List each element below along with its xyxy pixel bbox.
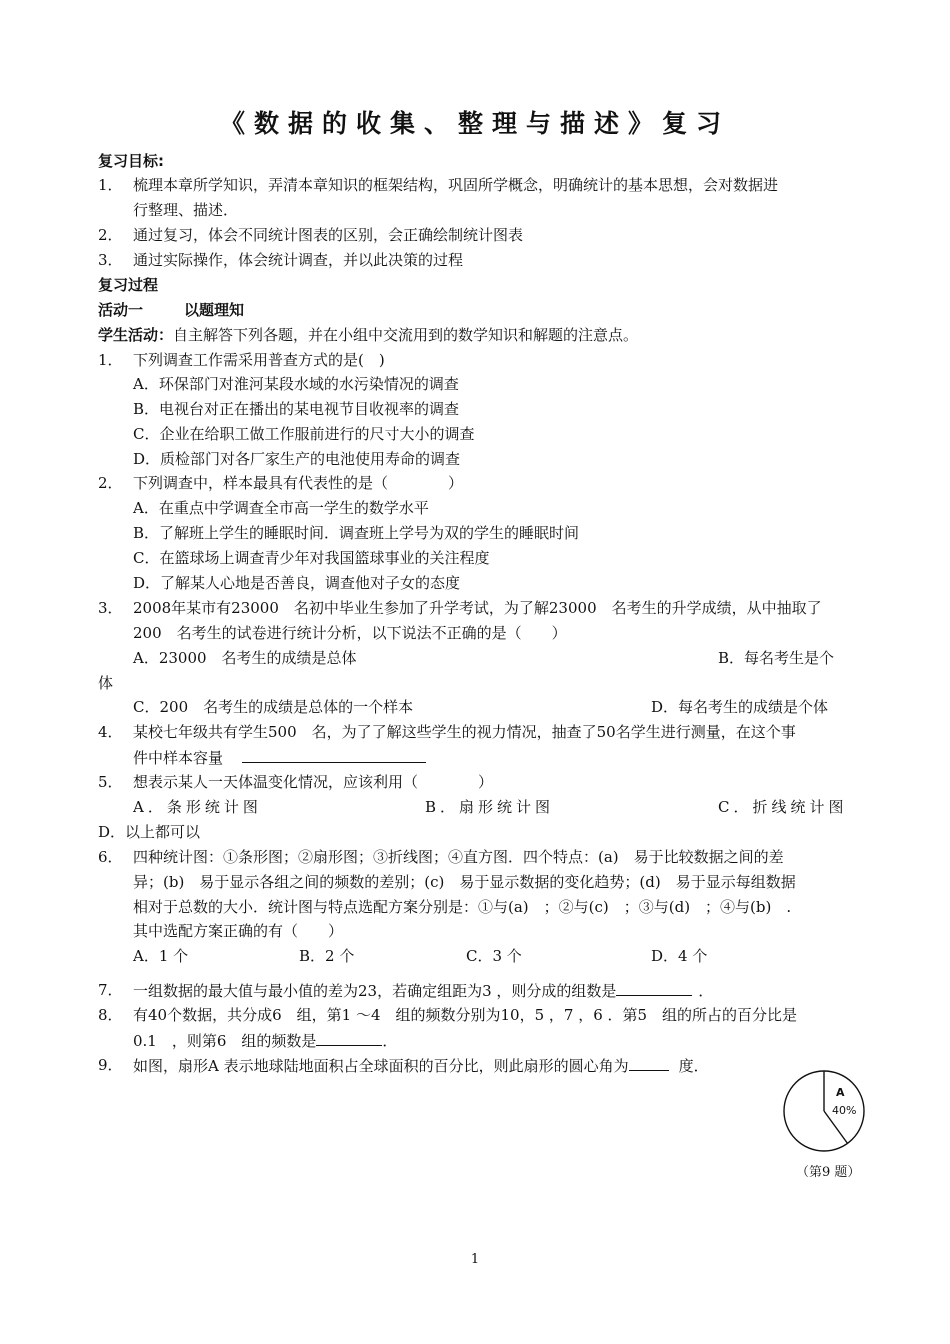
question-end: ． xyxy=(698,982,714,1000)
question-stem: 有40个数据，共分成6 组，第1 ～4 组的频数分别为10，5 ，7 ，6 ．第5 组的所占的百分比是 xyxy=(133,1006,798,1024)
activity-name: 以题理知 xyxy=(184,301,245,319)
question-number: 6． xyxy=(98,848,123,866)
question-number: 7． xyxy=(98,981,123,999)
option: D．4 个 xyxy=(651,947,708,965)
option: B．2 个 xyxy=(299,947,355,965)
goal-text-wrap: 行整理、描述． xyxy=(133,201,239,219)
option-wrap: 体 xyxy=(98,674,114,692)
question-stem xyxy=(133,1056,709,1075)
goal-number: 1． xyxy=(98,176,123,194)
sector-percent: 40% xyxy=(832,1104,857,1117)
question-number: 5． xyxy=(98,773,123,791)
option: B．扇形统计图 xyxy=(425,798,555,816)
answer-blank[interactable] xyxy=(316,1031,382,1046)
student-activity xyxy=(98,326,638,344)
question-stem-wrap xyxy=(133,748,426,767)
question-text: 一组数据的最大值与最小值的差为23，若确定组距为3 ，则分成的组数是 xyxy=(133,982,617,1000)
question-stem xyxy=(133,981,713,1000)
option: D．了解某人心地是否善良，调查他对子女的态度 xyxy=(133,574,461,592)
option: C．企业在给职工做工作服前进行的尺寸大小的调查 xyxy=(133,425,475,443)
goal-text: 通过复习，体会不同统计图表的区别，会正确绘制统计图表 xyxy=(133,226,524,244)
question-stem: 2008年某市有23000 名初中毕业生参加了升学考试，为了解23000 名考生的升学成绩，从中抽取了 xyxy=(133,599,822,617)
question-number: 2． xyxy=(98,474,123,492)
option: A．环保部门对淮河某段水域的水污染情况的调查 xyxy=(133,375,459,393)
question-stem-wrap: 异；(b) 易于显示各组之间的频数的差别；(c) 易于显示数据的变化趋势；(d) 易于显示每组数据 xyxy=(133,873,796,891)
goal-number: 3． xyxy=(98,251,123,269)
option: A．条形统计图 xyxy=(133,798,262,816)
goals-heading: 复习目标: xyxy=(98,152,164,170)
answer-blank[interactable] xyxy=(629,1056,669,1071)
answer-blank[interactable] xyxy=(242,748,426,763)
option: D．以上都可以 xyxy=(98,823,201,841)
question-stem: 下列调查中，样本最具有代表性的是（ ） xyxy=(133,474,464,492)
question-stem-wrap: 相对于总数的大小．统计图与特点选配方案分别是：①与(a) ；②与(c) ；③与(d) ；④与(b) . xyxy=(133,898,792,916)
question-text: 件中样本容量 xyxy=(133,749,224,767)
option: C．3 个 xyxy=(466,947,522,965)
question-text: 如图，扇形A 表示地球陆地面积占全球面积的百分比，则此扇形的圆心角为 xyxy=(133,1057,629,1075)
question-end: 度． xyxy=(678,1057,709,1075)
option: A．在重点中学调查全市高一学生的数学水平 xyxy=(133,499,429,517)
question-stem: 下列调查工作需采用普查方式的是( ) xyxy=(133,351,385,369)
option: C．在篮球场上调查青少年对我国篮球事业的关注程度 xyxy=(133,549,490,567)
question-number: 9． xyxy=(98,1056,123,1074)
option: B．了解班上学生的睡眠时间．调查班上学号为双的学生的睡眠时间 xyxy=(133,524,580,542)
option: D．质检部门对各厂家生产的电池使用寿命的调查 xyxy=(133,450,461,468)
answer-blank[interactable] xyxy=(616,981,692,996)
option: C．折线统计图 xyxy=(718,798,848,816)
sector-label: A xyxy=(836,1086,845,1099)
goal-text: 通过实际操作，体会统计调查，并以此决策的过程 xyxy=(133,251,464,269)
question-stem: 某校七年级共有学生500 名，为了了解这些学生的视力情况，抽查了50名学生进行测量，在这个事 xyxy=(133,723,796,741)
pie-figure xyxy=(782,1068,866,1154)
question-stem-wrap: 其中选配方案正确的有（ ） xyxy=(133,922,344,940)
option: A．1 个 xyxy=(133,947,189,965)
question-stem: 四种统计图：①条形图；②扇形图；③折线图；④直方图．四个特点：(a) 易于比较数据之间的差 xyxy=(133,848,784,866)
question-stem-wrap: 200 名考生的试卷进行统计分析，以下说法不正确的是（ ） xyxy=(133,624,567,642)
question-number: 8． xyxy=(98,1006,123,1024)
activity-label: 活动一 xyxy=(98,301,144,319)
question-number: 3． xyxy=(98,599,123,617)
goal-text: 梳理本章所学知识，弄清本章知识的框架结构，巩固所学概念，明确统计的基本思想，会对数据进 xyxy=(133,176,779,194)
process-heading: 复习过程 xyxy=(98,276,159,294)
question-stem: 想表示某人一天体温变化情况，应该利用（ ） xyxy=(133,773,494,791)
option: B．每名考生是个 xyxy=(718,649,835,667)
option: B．电视台对正在播出的某电视节目收视率的调查 xyxy=(133,400,460,418)
question-text: 0.1 ，则第6 组的频数是 xyxy=(133,1032,317,1050)
question-number: 4． xyxy=(98,723,123,741)
option: A．23000 名考生的成绩是总体 xyxy=(133,649,357,667)
option: C．200 名考生的成绩是总体的一个样本 xyxy=(133,698,414,716)
question-end: ． xyxy=(382,1032,398,1050)
figure-caption: （第9 题） xyxy=(796,1165,861,1180)
option: D．每名考生的成绩是个体 xyxy=(651,698,829,716)
page-title: 《数据的收集、整理与描述》复习 xyxy=(219,109,730,138)
student-activity-text: 自主解答下列各题，并在小组中交流用到的数学知识和解题的注意点。 xyxy=(173,326,639,344)
question-number: 1． xyxy=(98,351,123,369)
goal-number: 2． xyxy=(98,226,123,244)
question-stem-wrap xyxy=(133,1031,397,1050)
student-activity-label: 学生活动： xyxy=(98,326,174,344)
page-number: 1 xyxy=(470,1252,480,1267)
